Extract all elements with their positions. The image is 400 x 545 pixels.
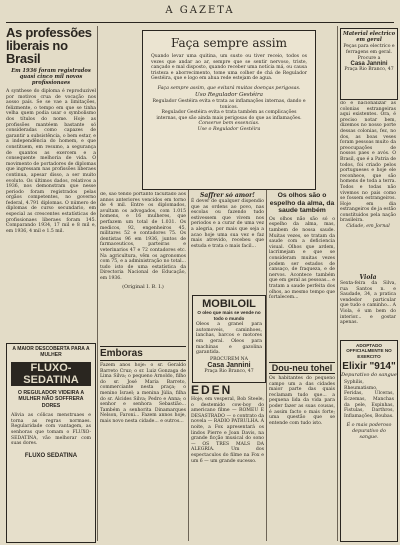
mobiloil-title: MOBILOIL: [202, 298, 256, 310]
dou-body: Os habitantes do pequeno campo um a das cidades maior parte das quais reclamam tudo que... a pequena lida da vida para poder fazer as suas cousas, é assim facto o mais forte; uma questão que se entende com tudo isto.: [269, 376, 335, 426]
lead-headline: As professões liberais no Brasil: [6, 26, 92, 66]
material-body: Peças para electrico e ferragens em geral.: [343, 44, 395, 55]
fluxo-sub: O REGULADOR VIDEIRA A MULHER NÃO SOFFRERA DORES: [17, 390, 85, 409]
ad-line2: Faça sempre assim, que evitará muitas doenças perigosas.: [157, 85, 301, 91]
material-electrico-ad: [340, 28, 398, 100]
material-address: Praça Rio Branco, 47: [344, 67, 394, 73]
elixir-brand: Elixir "914": [342, 361, 396, 373]
mobiloil-tagline: O oleo que mais se vende no todo o mundo: [197, 310, 261, 321]
eden-body: Hoje, em vesperal, Bob Steele, o destemido cow-boy do americano filme — ROMEU E DESASTRADO — o contrato da novela — RADIO PATRULHA. À noite, a Fox apresentará os lindos Pierre e Joan Davis, na grande ficção musical do sono — OS TRES MALS DA ALEGRIA. Um dos espectaculos do filme na Fox e um 6 — um grande sucesso.: [191, 397, 264, 464]
mobiloil-shop: Casa Jannini: [207, 361, 251, 369]
saffrer-section: [191, 192, 264, 292]
elixir-914-ad: [340, 340, 398, 542]
column-rule-1: [97, 26, 98, 541]
masthead-rule: [6, 22, 394, 23]
elixir-footer: É o mais poderoso depurativo do sangue.: [346, 423, 392, 440]
column-rule-3: [266, 190, 267, 541]
fluxo-brand: FLUXO-SEDATINA: [11, 362, 91, 386]
ad-line5: Conserve bem essencias.: [198, 121, 260, 127]
ad-line4: Regulador Gestéira evita e trata também as complicações internas, que são ainda mais perigosas do que as inflamações.: [156, 110, 302, 121]
emboras-title: Emboras: [100, 346, 186, 361]
elixir-body: Syphilis, Rheumatismo, Feridas, Ulceras, Eczemas, Manchas da pele, Espinhas, Fistulas, Darthros, Inflamações, Boubas.: [344, 380, 394, 419]
ad-line6: Use o Regulador Gestéira: [197, 127, 261, 133]
viola-body: Sexta-feira da Silva, rua Santos n. e Saudade, 34, a pratica vendedor particular que tudo o caminho... A Viola, é um bem do interior... e gostar apenas.: [340, 281, 396, 326]
viola-title: Viola: [359, 274, 377, 281]
ad-title: Faça sempre assim: [170, 36, 287, 50]
viola-section: [340, 274, 396, 334]
lead-article: [6, 26, 96, 336]
mobiloil-procurem: PROCUREM NA: [209, 356, 248, 362]
ad-brand: Uso Regulador Gestéira: [195, 91, 263, 98]
material-line: Procure a: [357, 56, 381, 62]
emboras-body: Fazem anos hoje: o sr. Geraldo Barreto Cruz; o sr. Luiz Gonzaga de Lima Silva; o pequeno Arnoldo, filho do sr. José Maria Barreto, commerciante nesta praça; o menino Israel; a menina Júlia, filha do sr. Alcides Silva; Pedro e Anna; o senhor e senhora Sebastião... Também a senhorita Dinamarques Nelson, Faroni... Fazem annos hoje, mais novo nesta cidade... e outros...: [100, 363, 186, 424]
mobiloil-body: Oleos a granel para automoveis, caminhoes, lanchas, barcos e motores em geral. Oleos para machinas e gazolina garantida.: [196, 322, 262, 356]
lead-subhead: Em 1936 foram registrados quasi cinco mil novos profissionaes: [11, 68, 91, 86]
lead-cont-body: de, são tendo portanto facultado aos annos anteriores vencidos em torno de 4 mil. Entre os diplomados, avultam os advogados, com 1.015 homens, e 16 mulheres, que perfazem um total de 1.031. Os medicos, 92, engenheiros 45, militares 52 e contadores 75. Os dentistas 96 em 1936, juntos de farmaceuticos, parteiras e veterinarios 47 e 72 contadores etc. Na agricultura, vêm os agronomos com 75, e a administração no total... tudo isto de uma estatística da Directoria Nacional de Educação, em 1936.: [100, 192, 186, 281]
elixir-header: ADOPTADO OFFICIALMENTE NO EXERCITO: [346, 343, 392, 359]
right-col-body: do e nacionalizar as colonias estrangeiras aqui existentes. Ora, é preciso notar bem, dizemos no nosso porte dessas colonias, fez, no dos, as boas veses foram pessoas muito da preocupações de nossos paes e avós. O Brasil, que é a Patria de todos, foi criado pelos portugueses e hoje ele reconhece, que são homens de toda a terra. Todos e todas não vivemos no pais como se fossem estrangeiros. Hoje em dia estrangeiros de ja estão constituidos pela nação brasileira.: [340, 101, 396, 224]
column-rule-4: [337, 26, 338, 541]
eden-section: [191, 384, 264, 541]
dou-title: Dou-neu tohel: [269, 362, 335, 374]
column-rule-2: [188, 190, 189, 541]
right-column-article: [340, 101, 396, 271]
lead-continuation: [100, 192, 186, 342]
eden-title: EDEN: [191, 384, 233, 397]
mobiloil-ad: [192, 295, 266, 383]
elixir-subtitle: Depurativo do sangue: [341, 372, 397, 379]
fluxo-sedatina-ad: [6, 343, 96, 543]
mobiloil-address: Praça Rio Branco, 47: [204, 368, 254, 374]
material-shop: Casa Jannini: [350, 61, 388, 68]
saffrer-body: É dever de qualquer dispendio que as ordens ao povo, nas escolas ou fazendo tudo estivessem que vivem nos periodos e a curar de uma vez a alegria, por mais que seja a acao hoje uma sua vez e faz mais atrevido, recebeu que estuda e trata o mais facil...: [191, 199, 264, 249]
signature: (Original I. B. I.): [122, 283, 164, 290]
right-col-byline: Cidade, em Jornal: [346, 224, 390, 230]
ad-line3: Regulador Gestéira evita e trata as inflamações internas, dando e tonicos.: [152, 98, 306, 110]
olhos-body: Os olhos não são só o espelho da alma, mas, tambem de nossa saude. Muitas vezes, se tratam da saude com a deficiencia visual. Olhos que ardem, lacrimejam e que se consideram muitas vezes podem ser estados de cansaço, de fraqueza, e de nervos. Acontece também que em geral as pessoas... e tratam a saude perfeita dos olhos, ao mesmo tempo que fortalecem...: [269, 216, 335, 301]
fluxo-header: A MAIOR DESCOBERTA PARA A MULHER: [12, 346, 90, 358]
olhos-section: [269, 192, 335, 362]
dou-section: [269, 362, 335, 541]
material-title: Material electrico em geral: [342, 31, 396, 43]
ad-body: Quando levar uma quitina, um susto ou tiver receio, todos os vezes que andar ao ar, sempre que se sentir nervoso, triste, cançado e mal disposto, quando receber uma notícia má, ou causa tristeza e aborrecimento, tome uma colher de chá de Regulador Gestéira, que e logo em ahua rede estejam de agua.: [151, 54, 307, 82]
fluxo-body: Alivia as cólicas menstruaes e torna as regras normaes. Regularidade com vantagem, as senhoras que tomam o FLUXO-SEDATINA, vão melhorar com suas dores.: [11, 413, 91, 447]
lead-body: A synthese do diploma é reproduzivel por motivos crua de vocação nos aosso país. Se se vae a limitações, felizmente, o tempo em que se tinha velha quem podia usar o symbolismo dos títulos do nome. Hoje as profissões mantéem bastante só consideradas como capazes de garantir a subsistência, o bem estar, e a independência do homem, e que constituem, em resumo, a segurança de quantos as exercem e a consequente melhoria de vida. O movimento de portadores de diplomas que ingressam nas profissões liberaes continua, apesar disso, a ser muito evoluto. Os últimos dados, relativos a 1936, nos demonstram que nesse periodo foram registrados pelas orgãos competentes, no governo federal, 4.791 diplomas. O número de diplomas de curso secundario, em especial as crescentes estatísticas de profissionaes liberaes foram 145. Comparando 1934, 17 mil e 8 mil e, em 1936, 4 mil e 1.5 mil.: [6, 89, 96, 234]
regulador-gesteira-ad: [142, 30, 316, 190]
olhos-title: Os olhos são o espelho da alma, da saude também: [269, 192, 335, 215]
masthead: A GAZETA: [165, 5, 235, 16]
emboras-section: [100, 346, 186, 541]
saffrer-title: Saffrer só amor!: [200, 192, 255, 199]
fluxo-footer: FLUXO SEDATINA: [24, 452, 78, 459]
